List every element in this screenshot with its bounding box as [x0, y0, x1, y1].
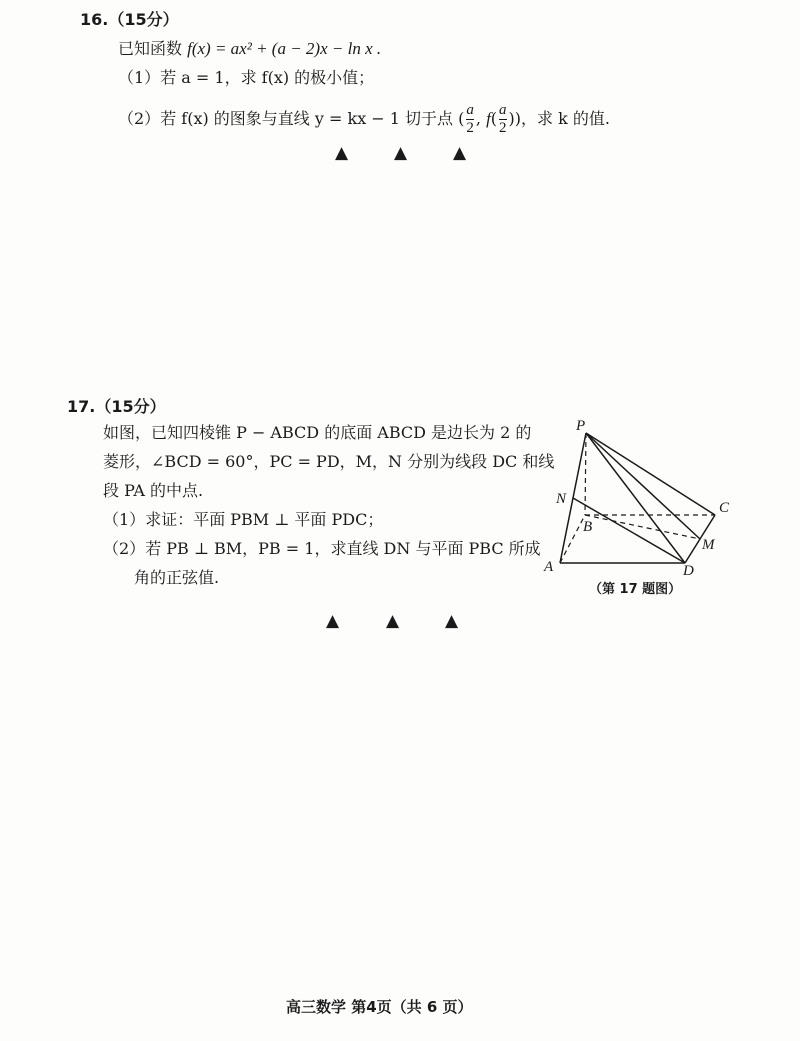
q16-part1-text: 若 a = 1，求 f(x) 的极小值；	[160, 68, 375, 87]
label-D: D	[683, 563, 694, 575]
q17-pyramid-figure	[530, 415, 740, 575]
label-M: M	[702, 537, 715, 553]
page-footer: 高三数学 第4页（共 6 页）	[286, 998, 473, 1016]
q16-part2-text-a: 若 f(x) 的图象与直线 y = kx − 1 切于点	[160, 109, 454, 128]
q16-triangle-1: ▲	[335, 143, 349, 163]
q17-part2-cont: 角的正弦值.	[134, 568, 220, 587]
q17-part1-text: 求证：平面 PBM ⊥ 平面 PDC；	[145, 510, 384, 529]
q16-number: 16.	[80, 10, 109, 29]
q17-part1-label: （1）	[103, 510, 146, 529]
q17-triangle-2: ▲	[386, 611, 400, 631]
q16-header	[80, 12, 179, 28]
q17-line2: 菱形，∠BCD = 60°，PC = PD，M，N 分别为线段 DC 和线	[103, 452, 555, 471]
q17-triangle-1: ▲	[326, 611, 340, 631]
q16-part1	[118, 70, 374, 86]
q16-score: （15分）	[108, 10, 179, 29]
q17-line1: 如图，已知四棱锥 P − ABCD 的底面 ABCD 是边长为 2 的	[103, 423, 532, 442]
edge-PM	[586, 433, 700, 539]
q17-part1	[103, 512, 383, 528]
q16-intro-prefix: 已知函数	[118, 39, 183, 58]
label-C: C	[719, 500, 730, 516]
q17-part2-label: （2）	[103, 539, 146, 558]
label-N: N	[556, 491, 567, 507]
label-B: B	[583, 519, 593, 535]
edge-PB	[585, 433, 586, 515]
q16-part1-label: （1）	[118, 68, 161, 87]
q17-part2-text: 若 PB ⊥ BM，PB = 1，求直线 DN 与平面 PBC 所成	[145, 539, 541, 558]
q16-part2-label: （2）	[118, 109, 161, 128]
q16-part2: （2）若 f(x) 的图象与直线 y = kx − 1 切于点 ( $\frac{a}{2}$ , f( $\frac{a}{2}$ ))，求 k 的值.	[118, 102, 610, 136]
label-A: A	[544, 559, 554, 575]
q17-part2	[103, 541, 541, 557]
label-P: P	[576, 418, 586, 434]
q17-triangle-3: ▲	[445, 611, 459, 631]
edge-PD	[586, 433, 685, 563]
figure-dashed-edges	[560, 433, 715, 563]
q17-number: 17.	[67, 397, 96, 416]
q17-line3: 段 PA 的中点.	[103, 481, 204, 500]
edge-PC	[586, 433, 715, 515]
q16-part2-frac-1: $\frac{a}{2}$	[466, 102, 474, 136]
edge-AB	[560, 515, 585, 563]
q17-score: （15分）	[95, 397, 166, 416]
q16-part2-text-b: ，求 k 的值.	[521, 109, 610, 128]
q16-triangle-3: ▲	[453, 143, 467, 163]
q16-triangle-2: ▲	[394, 143, 408, 163]
figure-solid-edges	[560, 433, 715, 563]
q16-part2-frac-2: $\frac{a}{2}$	[499, 102, 507, 136]
q16-function-expr: f(x) = ax² + (a − 2)x − ln x .	[187, 39, 382, 58]
edge-BM	[585, 515, 700, 539]
figure-caption: （第 17 题图）	[589, 582, 682, 597]
q16-intro	[118, 40, 381, 57]
q17-header	[67, 399, 166, 415]
